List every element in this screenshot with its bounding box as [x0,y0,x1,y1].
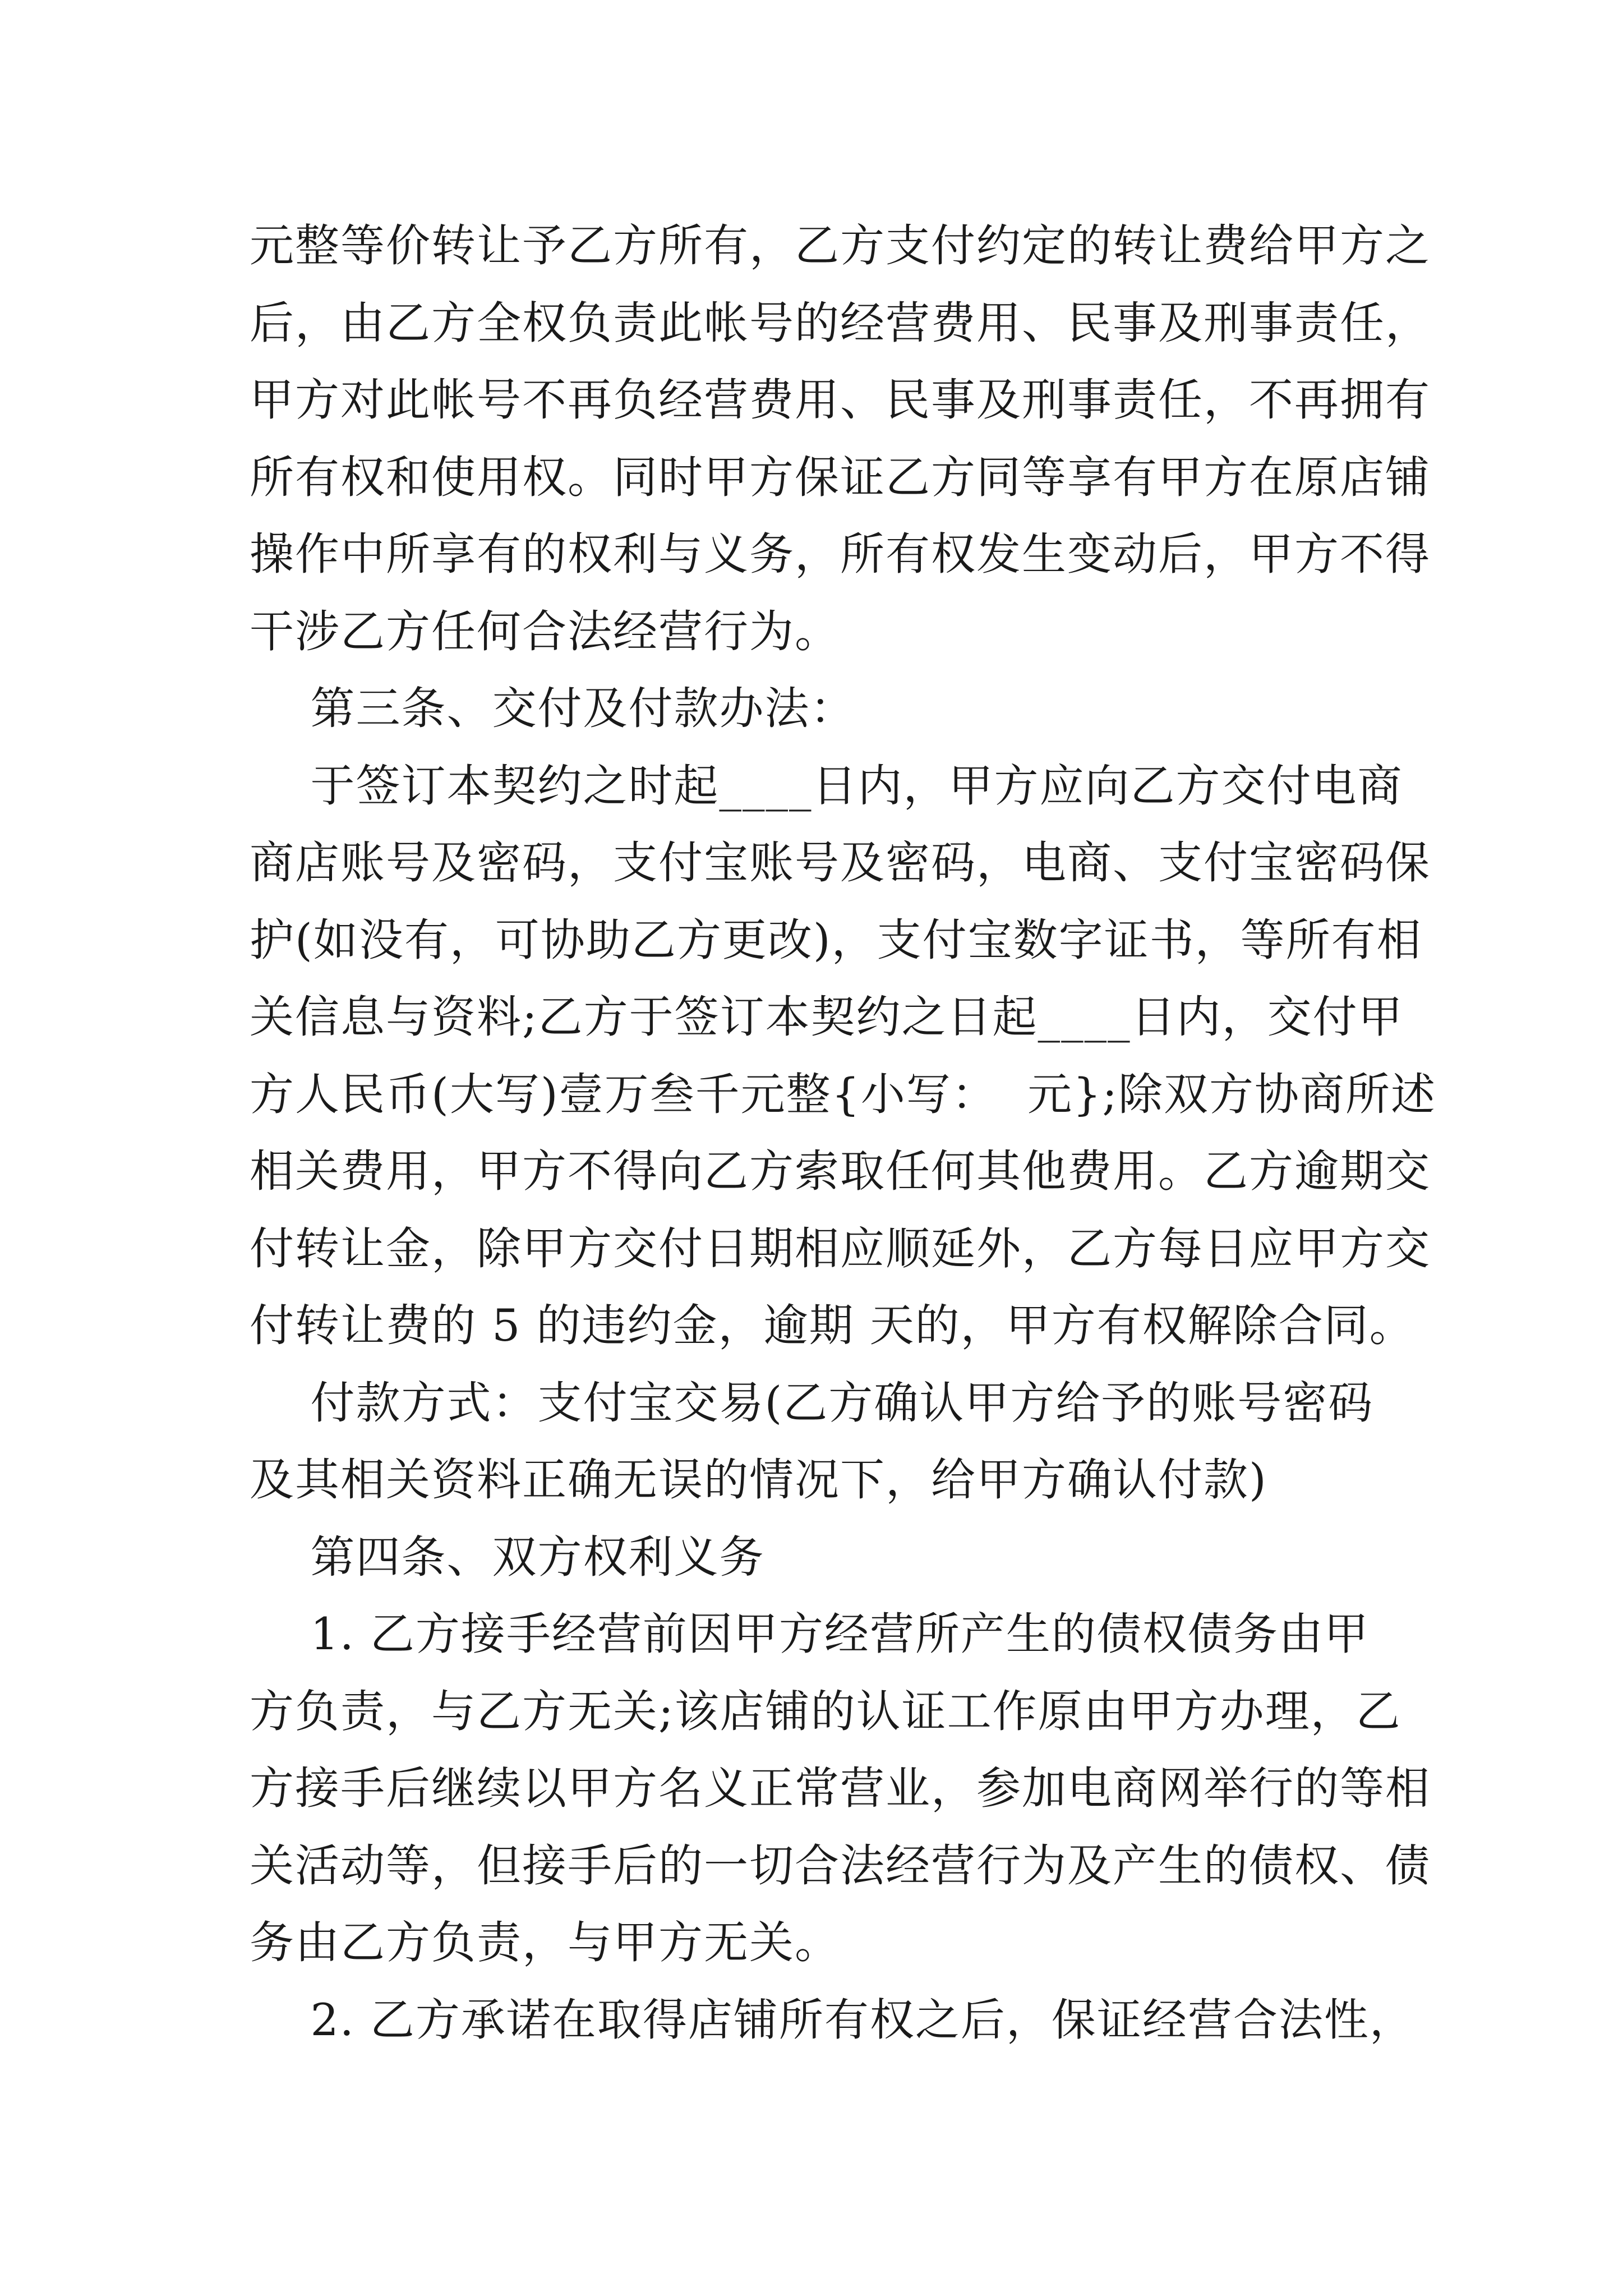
text-line: 1. 乙方接手经营前因甲方经营所产生的债权债务由甲 [250,1608,1370,1660]
text-line: 元整等价转让予乙方所有，乙方支付约定的转让费给甲方之 [250,220,1431,272]
text-line: 相关费用，甲方不得向乙方索取任何其他费用。乙方逾期交 [250,1145,1431,1197]
text-line: 付转让费的 5 的违约金，逾期 天的，甲方有权解除合同。 [250,1300,1415,1351]
text-line: 及其相关资料正确无误的情况下，给甲方确认付款) [250,1454,1267,1506]
text-line: 付转让金，除甲方交付日期相应顺延外，乙方每日应甲方交 [250,1222,1431,1274]
text-line: 关活动等，但接手后的一切合法经营行为及产生的债权、债 [250,1839,1431,1892]
text-line: 干涉乙方任何合法经营行为。 [250,605,840,657]
text-line: 于签订本契约之时起____日内，甲方应向乙方交付电商 [250,760,1403,812]
text-line: 方负责，与乙方无关;该店铺的认证工作原由甲方办理，乙 [250,1685,1401,1737]
text-line: 所有权和使用权。同时甲方保证乙方同等享有甲方在原店铺 [250,451,1431,503]
text-line: 后，由乙方全权负责此帐号的经营费用、民事及刑事责任， [250,297,1431,349]
text-line: 付款方式：支付宝交易(乙方确认甲方给予的账号密码 [250,1377,1374,1429]
section-heading: 第三条、交付及付款办法： [250,683,856,734]
text-line: 关信息与资料;乙方于签订本契约之日起____日内，交付甲 [250,991,1404,1043]
text-line: 2. 乙方承诺在取得店铺所有权之后，保证经营合法性， [250,1994,1415,2046]
document-body [250,208,1437,2059]
text-line: 商店账号及密码，支付宝账号及密码，电商、支付宝密码保 [250,837,1431,889]
text-line: 务由乙方负责，与甲方无关。 [250,1917,840,1968]
text-line: 操作中所享有的权利与义务，所有权发生变动后，甲方不得 [250,528,1431,580]
text-line: 护(如没有，可协助乙方更改)，支付宝数字证书，等所有相 [250,914,1422,966]
section-heading: 第四条、双方权利义务 [250,1531,765,1583]
text-line: 方接手后继续以甲方名义正常营业，参加电商网举行的等相 [250,1763,1431,1814]
text-line: 方人民币(大写)壹万叁千元整{小写： 元};除双方协商所述 [250,1068,1437,1120]
text-line: 甲方对此帐号不再负经营费用、民事及刑事责任，不再拥有 [250,374,1431,426]
